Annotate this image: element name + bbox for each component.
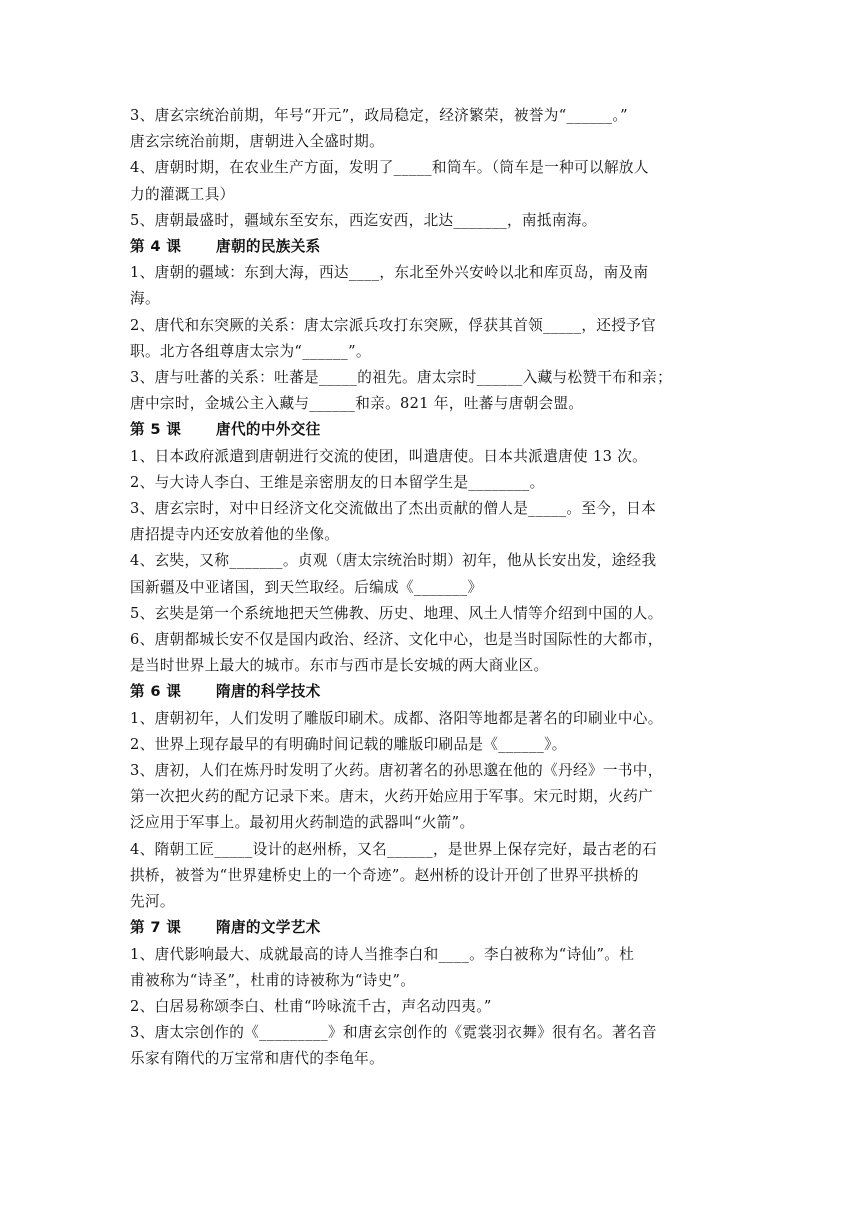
lesson-number: 第 4 课 <box>130 238 182 256</box>
text-line: 6、唐朝都城长安不仅是国内政治、经济、文化中心，也是当时国际性的大都市， <box>130 631 663 649</box>
text-line: 4、隋朝工匠_____设计的赵州桥，又名______，是世界上保存完好，最古老的石 <box>130 840 658 858</box>
text-line: 3、唐玄宗统治前期，年号“开元”，政局稳定，经济繁荣，被誉为“______。” <box>130 107 628 124</box>
text-line: 职。北方各组尊唐太宗为“______”。 <box>130 342 371 360</box>
text-line: 1、唐朝初年，人们发明了雕版印刷术。成都、洛阳等地都是著名的印刷业中心。 <box>130 709 663 727</box>
lesson-title: 隋唐的科学技术 <box>216 683 321 701</box>
text-line: 海。 <box>130 290 160 308</box>
document-page <box>130 103 732 1073</box>
text-line: 先河。 <box>130 893 175 911</box>
text-line: 3、唐玄宗时，对中日经济文化交流做出了杰出贡献的僧人是_____。至今，日本 <box>130 500 657 518</box>
text-line: 3、唐初，人们在炼丹时发明了火药。唐初著名的孙思邈在他的《丹经》一书中， <box>130 762 663 780</box>
text-line: 5、玄奘是第一个系统地把天竺佛教、历史、地理、风土人情等介绍到中国的人。 <box>130 604 663 622</box>
text-line: 2、唐代和东突厥的关系：唐太宗派兵攻打东突厥，俘获其首领_____，还授予官 <box>130 316 657 334</box>
text-line: 拱桥，被誉为“世界建桥史上的一个奇迹”。赵州桥的设计开创了世界平拱桥的 <box>130 866 639 884</box>
lesson-7-heading <box>130 915 732 941</box>
text-line: 1、日本政府派遣到唐朝进行交流的使团，叫遣唐使。日本共派遣唐使 13 次。 <box>130 447 648 465</box>
lesson-title: 唐朝的民族关系 <box>216 238 321 256</box>
lesson-title: 唐代的中外交往 <box>216 421 321 439</box>
text-line: 1、唐朝的疆域：东到大海，西达____，东北至外兴安岭以北和库页岛，南及南 <box>130 264 649 282</box>
text-line: 国新疆及中亚诸国，到天竺取经。后编成《_______》 <box>130 578 483 596</box>
lesson-number: 第 6 课 <box>130 683 182 701</box>
text-line: 4、唐朝时期，在农业生产方面，发明了_____和筒车。（筒车是一种可以解放人 <box>130 159 649 177</box>
lesson-6-heading <box>130 679 732 705</box>
text-line: 5、唐朝最盛时，疆域东至安东，西迄安西，北达_______，南抵南海。 <box>130 211 597 229</box>
lesson-number: 第 7 课 <box>130 919 182 937</box>
text-line: 2、世界上现存最早的有明确时间记载的雕版印刷品是《______》。 <box>130 735 567 753</box>
text-line: 泛应用于军事上。最初用火药制造的武器叫“火箭”。 <box>130 814 475 832</box>
text-line: 2、白居易称颂李白、杜甫“吟咏流千古，声名动四夷。” <box>130 997 492 1015</box>
text-line: 4、玄奘，又称_______。贞观（唐太宗统治时期）初年，他从长安出发，途经我 <box>130 552 657 570</box>
lesson-number: 第 5 课 <box>130 421 182 439</box>
lesson-4-heading <box>130 234 732 260</box>
text-line: 甫被称为“诗圣”，杜甫的诗被称为“诗史”。 <box>130 971 416 989</box>
text-line: 是当时世界上最大的城市。东市与西市是长安城的两大商业区。 <box>130 657 549 675</box>
text-line: 1、唐代影响最大、成就最高的诗人当推李白和____。李白被称为“诗仙”。杜 <box>130 945 635 963</box>
lesson-5-heading <box>130 417 732 443</box>
text-line: 唐招提寺内还安放着他的坐像。 <box>130 526 340 544</box>
text-line: 3、唐太宗创作的《_________》和唐玄宗创作的《霓裳羽衣舞》很有名。著名音 <box>130 1024 657 1042</box>
text-line: 力的灌溉工具） <box>130 185 235 203</box>
text-line: 3、唐与吐蕃的关系：吐蕃是_____的祖先。唐太宗时______入藏与松赞干布和亲； <box>130 369 673 387</box>
text-line: 唐玄宗统治前期，唐朝进入全盛时期。 <box>130 133 385 151</box>
text-line: 第一次把火药的配方记录下来。唐末，火药开始应用于军事。宋元时期，火药广 <box>130 788 654 806</box>
text-line: 2、与大诗人李白、王维是亲密朋友的日本留学生是________。 <box>130 473 545 491</box>
text-line: 乐家有隋代的万宝常和唐代的李龟年。 <box>130 1050 385 1068</box>
lesson-title: 隋唐的文学艺术 <box>216 919 321 937</box>
text-line: 唐中宗时，金城公主入藏与______和亲。821 年，吐蕃与唐朝会盟。 <box>130 395 584 413</box>
